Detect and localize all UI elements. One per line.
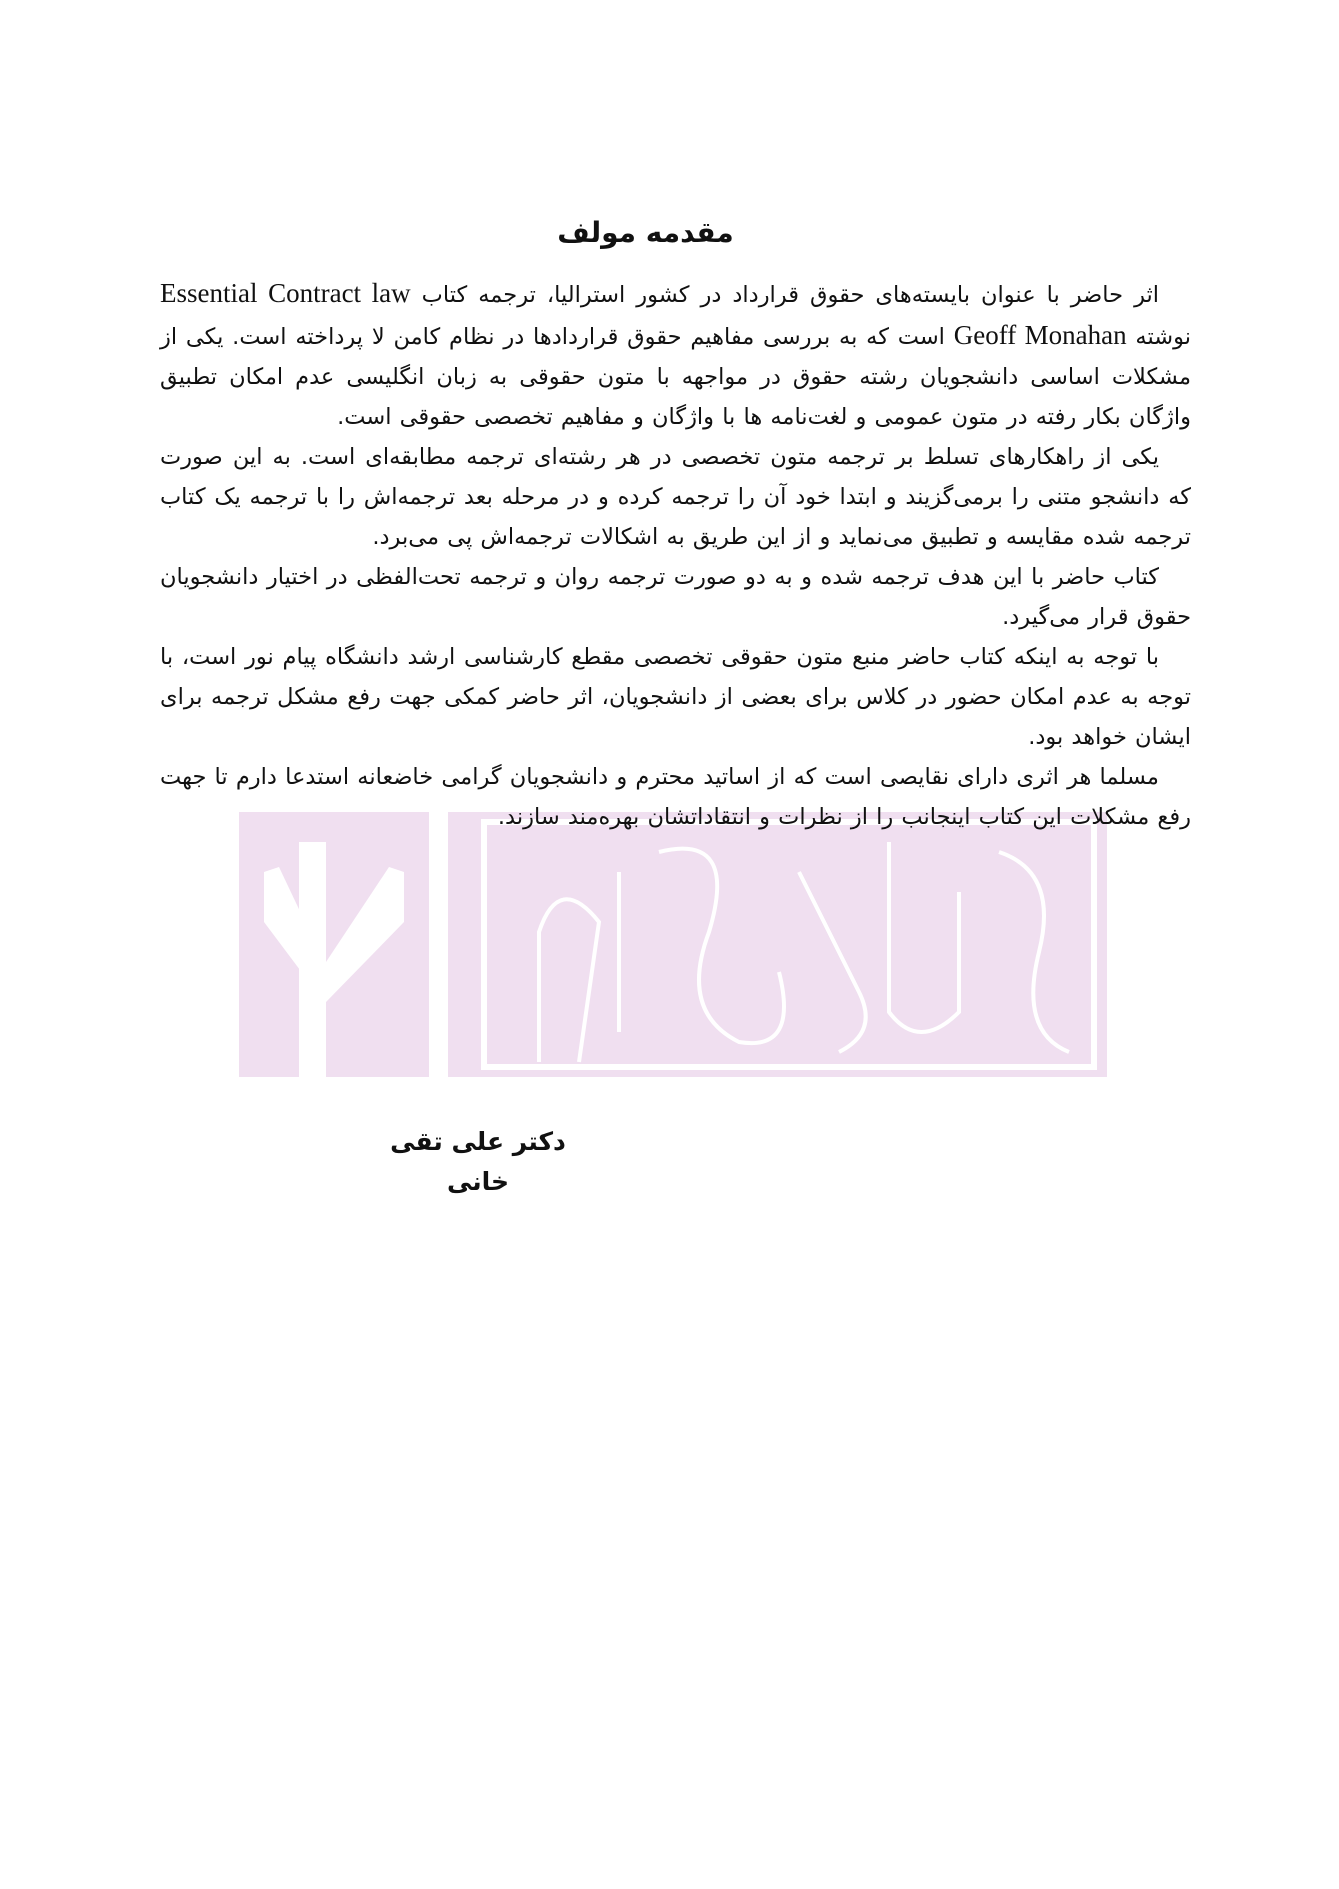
paragraph-request: مسلما هر اثری دارای نقایصی است که از اساتید محترم و دانشجویان گرامی خاضعانه استدعا دارم تا جهت رفع مشکلات این کتاب اینجانب را از نظرات و انتقاداتشان بهره‌مند سازند.: [160, 764, 1191, 830]
book-title-latin: Essential Contract law: [160, 278, 411, 308]
paragraph-text: نوشته: [1126, 324, 1191, 350]
paragraph-method: یکی از راهکارهای تسلط بر ترجمه متون تخصصی در هر رشته‌ای ترجمه مطابقه‌ای است. به این صورت که دانشجو متنی را برمی‌گزیند و ابتدا خود آن را ترجمه کرده و در مرحله بعد ترجمه‌اش را با ترجمه یک کتاب ترجمه شده مقایسه و تطبیق می‌نماید و از این طریق به اشکالات ترجمه‌اش پی می‌برد.: [160, 444, 1191, 550]
paragraph-text: است که به بررسی مفاهیم حقوق قراردادها در نظام کامن لا پرداخته است. یکی از مشکلات اساسی دانشجویان رشته حقوق در مواجهه با متون حقوقی به زبان انگلیسی عدم امکان تطبیق واژگان بکار رفته در متون عمومی و لغت‌نامه ها با واژگان و مفاهیم تخصصی حقوقی است.: [160, 324, 1191, 430]
page-title: مقدمه مولف: [557, 216, 734, 249]
author-signature: دکتر علی تقی خانی: [390, 1127, 566, 1196]
paragraph-intro: [160, 273, 1191, 437]
paragraph-audience: با توجه به اینکه کتاب حاضر منبع متون حقوقی تخصصی مقطع کارشناسی ارشد دانشگاه پیام نور است، با توجه به عدم امکان حضور در کلاس برای بعضی از دانشجویان، اثر حاضر کمکی جهت رفع مشکل ترجمه برای ایشان خواهد بود.: [160, 644, 1191, 750]
publisher-logo-watermark-icon: [239, 812, 1107, 1077]
author-name-latin: Geoff Monahan: [953, 320, 1127, 350]
document-body: [160, 205, 1191, 837]
paragraph-purpose: کتاب حاضر با این هدف ترجمه شده و به دو صورت ترجمه روان و ترجمه تحت‌الفظی در اختیار دانشجویان حقوق قرار می‌گیرد.: [160, 564, 1191, 630]
paragraph-text: اثر حاضر با عنوان بایسته‌های حقوق قرارداد در کشور استرالیا، ترجمه کتاب: [410, 282, 1159, 308]
